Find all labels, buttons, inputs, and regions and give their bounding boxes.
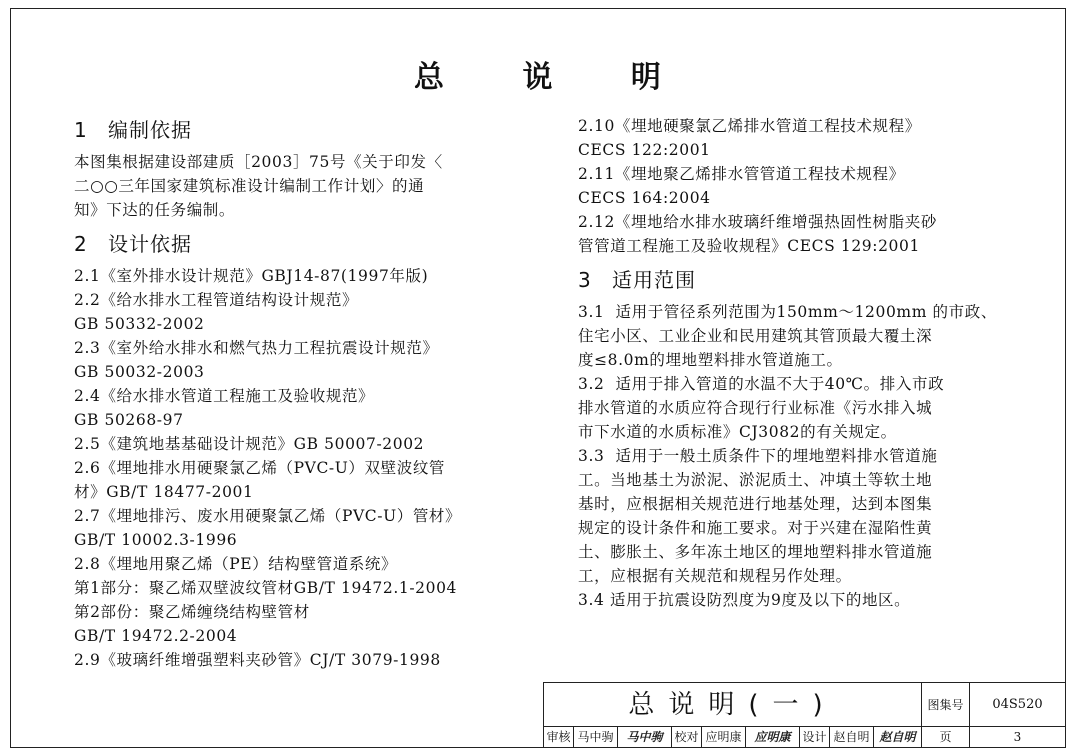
text-line: 2.10《埋地硬聚氯乙烯排水管道工程技术规程》	[578, 117, 921, 135]
text-line: 管管道工程施工及验收规程》CECS 129:2001	[578, 237, 920, 255]
text-line: 市下水道的水质标准》CJ3082的有关规定。	[578, 423, 897, 441]
designer-name: 赵自明	[830, 727, 874, 747]
text-line: 2.11《埋地聚乙烯排水管管道工程技术规程》	[578, 165, 905, 183]
text-line: 2.2《给水排水工程管道结构设计规范》	[74, 291, 359, 309]
text-line: 3.3 适用于一般土质条件下的埋地塑料排水管道施	[578, 447, 938, 465]
text-line: GB 50032-2003	[74, 363, 205, 381]
right-column	[578, 114, 1018, 612]
text-line: 3.4 适用于抗震设防烈度为9度及以下的地区。	[578, 591, 911, 609]
text-line: 规定的设计条件和施工要求。对于兴建在湿陷性黄	[578, 519, 933, 537]
section-title: 设计依据	[108, 232, 192, 256]
text-line: GB 50268-97	[74, 411, 184, 429]
text-line: 2.8《埋地用聚乙烯（PE）结构壁管道系统》	[74, 555, 398, 573]
section-2-continued	[578, 114, 1018, 258]
text-line: 2.1《室外排水设计规范》GBJ14-87(1997年版)	[74, 267, 429, 285]
section-2-body	[74, 264, 504, 672]
atlas-number-label: 图集号	[922, 683, 970, 727]
text-line: 2.3《室外给水排水和燃气热力工程抗震设计规范》	[74, 339, 439, 357]
signature-row	[544, 727, 1065, 747]
text-line: 2.5《建筑地基基础设计规范》GB 50007-2002	[74, 435, 425, 453]
text-line: 本图集根据建设部建质［2003］75号《关于印发〈	[74, 153, 443, 171]
text-line: GB 50332-2002	[74, 315, 205, 333]
section-number: 2	[74, 232, 88, 256]
check-label: 校对	[672, 727, 702, 747]
text-line: CECS 164:2004	[578, 189, 711, 207]
text-line: 住宅小区、工业企业和民用建筑其管顶最大覆土深	[578, 327, 933, 345]
text-line: 3.1 适用于管径系列范围为150mm～1200mm 的市政、	[578, 303, 997, 321]
text-line: 3.2 适用于排入管道的水温不大于40℃。排入市政	[578, 375, 945, 393]
reviewer-name: 马中驹	[574, 727, 618, 747]
section-3-body	[578, 300, 1018, 612]
sheet-title: 总说明(一)	[544, 683, 922, 727]
section-3-heading	[578, 266, 1018, 294]
text-line: 土、膨胀土、多年冻土地区的埋地塑料排水管道施	[578, 543, 933, 561]
text-line: GB/T 19472.2-2004	[74, 627, 238, 645]
text-line: 2.6《埋地排水用硬聚氯乙烯（PVC-U）双壁波纹管	[74, 459, 446, 477]
section-2-heading	[74, 230, 504, 258]
title-block	[543, 682, 1066, 748]
text-line: 基时，应根据相关规范进行地基处理，达到本图集	[578, 495, 933, 513]
design-label: 设计	[800, 727, 830, 747]
text-line: 第1部分：聚乙烯双壁波纹管材GB/T 19472.1-2004	[74, 579, 458, 597]
section-number: 1	[74, 118, 88, 142]
text-line: 材》GB/T 18477-2001	[74, 483, 254, 501]
text-line: 度≤8.0m的埋地塑料排水管道施工。	[578, 351, 843, 369]
text-line: CECS 122:2001	[578, 141, 711, 159]
text-line: 2.12《埋地给水排水玻璃纤维增强热固性树脂夹砂	[578, 213, 937, 231]
page-number: 3	[1013, 730, 1022, 744]
text-line: 2.7《埋地排污、废水用硬聚氯乙烯（PVC-U）管材》	[74, 507, 462, 525]
review-label: 审核	[544, 727, 574, 747]
designer-signature: 赵自明	[874, 727, 922, 747]
page-title: 总 说 明	[414, 60, 695, 95]
text-line: 2.4《给水排水管道工程施工及验收规范》	[74, 387, 375, 405]
text-line: 工，应根据有关规范和规程另作处理。	[578, 567, 852, 585]
section-1-heading	[74, 116, 504, 144]
text-line: 排水管道的水质应符合现行行业标准《污水排入城	[578, 399, 933, 417]
section-1-body	[74, 150, 504, 222]
atlas-number: 04S520	[970, 683, 1065, 727]
page-label: 页	[922, 727, 970, 747]
text-line: GB/T 10002.3-1996	[74, 531, 238, 549]
text-line: 2.9《玻璃纤维增强塑料夹砂管》CJ/T 3079-1998	[74, 651, 441, 669]
section-title: 适用范围	[612, 268, 696, 292]
reviewer-signature: 马中驹	[618, 727, 672, 747]
checker-signature: 应明康	[746, 727, 800, 747]
text-line: 二○○三年国家建筑标准设计编制工作计划〉的通	[74, 177, 425, 195]
left-column	[74, 114, 504, 672]
section-title: 编制依据	[108, 118, 192, 142]
checker-name: 应明康	[702, 727, 746, 747]
text-line: 工。当地基土为淤泥、淤泥质土、冲填土等软土地	[578, 471, 933, 489]
text-line: 知》下达的任务编制。	[74, 201, 236, 219]
section-number: 3	[578, 268, 592, 292]
text-line: 第2部份：聚乙烯缠绕结构壁管材	[74, 603, 310, 621]
